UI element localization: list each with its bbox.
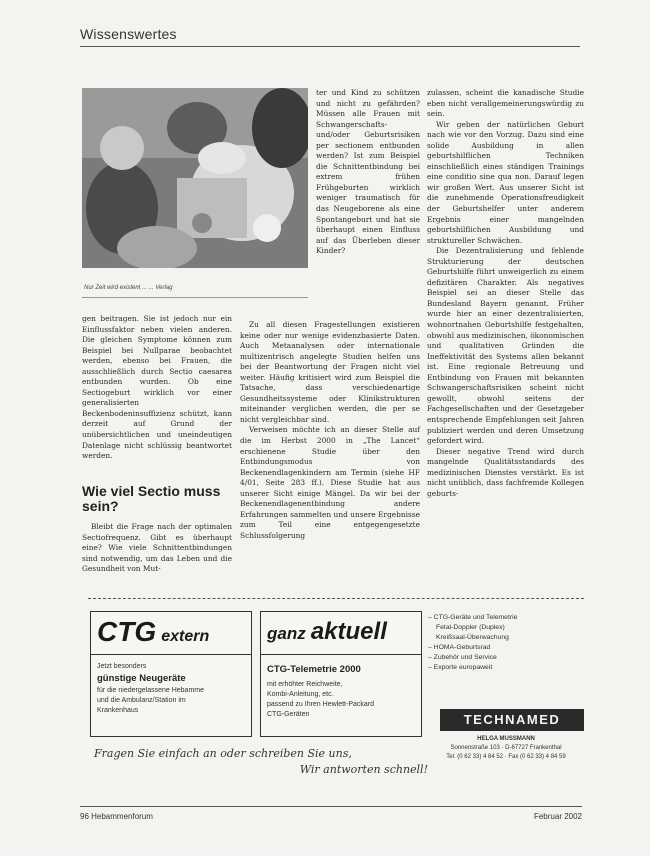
header-rule [80, 46, 580, 47]
logo-extern: extern [161, 628, 210, 645]
column-1-top [82, 314, 232, 462]
ad-line: mit erhöhter Reichweite, [267, 681, 343, 688]
contact-name: HELGA MUSSMANN [477, 736, 535, 742]
ad-list-item: – HOMA-Geburtsrad [428, 644, 491, 651]
section-title: Wissenswertes [80, 26, 177, 42]
ad-line: günstige Neugeräte [97, 673, 186, 684]
paragraph: Wir geben der natürlichen Geburt nach wie vor den Vorzug. Dazu sind eine solide Ausbildung in allen geburtshilflichen Techniken einschließlich eines ständigen Trainings eine conditio sine qua non. Darauf legen wir großen Wert. Aus unserer Sicht ist die zunehmende Operationsfreudigkeit der Geburtshelfer unter anderem Ergebnis einer mangelnden geburtshilflichen Ausbildung und struktureller Schwächen. [427, 119, 584, 245]
ad-list-item: – Exporte europaweit [428, 664, 493, 671]
paragraph: Zu all diesen Fragestellungen existieren keine oder nur wenige evidenzbasierte Daten. Auch Metaanalysen oder internationale multizentrisch angelegte Studien helfen uns bei der Beantwortung der Fragen nicht viel weiter. Häufig kritisiert wird zum Beispiel die Tatsache, dass verschiedenartige Gesundheitssysteme oder Klinikstrukturen miteinander verglichen werden, die per se nicht vergleichbar sind. [240, 320, 420, 424]
ad-list-item: Fetal-Doppler (Duplex) [436, 624, 505, 631]
contact-address: Sonnenstraße 103 · D-67727 Frankenthal [450, 745, 562, 751]
ad-line: Jetzt besonders [97, 663, 147, 670]
caption-rule [82, 297, 308, 298]
ad-mid-title: CTG-Telemetrie 2000 [267, 664, 361, 675]
ad-line: passend zu Ihren Hewlett-Packard [267, 701, 374, 708]
ad-list-item: – CTG-Geräte und Telemetrie [428, 614, 518, 621]
paragraph: ter und Kind zu schützen und nicht zu gefährden? Müssen alle Frauen mit Schwangerschafts- und/oder Geburtsrisiken per sectionem entbunden werden? Ist zum Beispiel die Schnittentbindung bei extrem frühen Frühgeburten wirklich weniger traumatisch für das Neugeborene als eine Spontangeburt und hat sie überhaupt einen Einfluss auf das Überleben dieser Kinder? [316, 88, 420, 256]
ad-line: für die niedergelassene Hebamme [97, 687, 205, 694]
ad-line: und die Ambulanz/Station im [97, 697, 186, 704]
column-3 [427, 88, 584, 499]
photo-caption: Nur Zeit wird existent ... ... Verlag [84, 285, 173, 291]
paragraph: zulassen, scheint die kanadische Studie eben nicht verallgemeinerungswürdig zu sein. [427, 88, 584, 119]
ad-box-ganz-aktuell [260, 611, 422, 737]
paragraph: gen beitragen. Sie ist jedoch nur ein Einflussfaktor neben vielen anderen. Die gleichen Symptome können zum Beispiel bei Nullparae beobachtet werden, ebenso bei Frauen, die ausschließlich durch Sectio caesarea entbunden wurden. Ob eine Sectiogeburt wirklich vor einer generalisierten Beckenbodeninsuffizienz schützt, kann derzeit auf Grund der unübersichtlichen und uneindeutigen Datenlage nicht schlüssig beantwortet werden. [82, 314, 232, 461]
paragraph: Die Dezentralisierung und fehlende Strukturierung der deutschen Geburtshilfe führt unweigerlich zu einem defizitären Charakter. Als negatives Beispiel sei an dieser Stelle das Bundesland Bayern genannt. Früher wurde hier an einer dezentralisierten, wohnortnahen Geburtshilfe festgehalten, obwohl aus medizinischen, ökonomischen und qualitativen Gründen die Ineffektivität des Systems allen bekannt ist. Eine regionale Betreuung und Entbindung von Frauen mit bekannten Schwangerschaftsrisiken scheint nicht gewollt, obwohl seitens der Fachgesellschaften und der Gesetzgeber entsprechende Empfehlungen seit Jahren publiziert werden und deren Umsetzung gefordert wird. [427, 246, 584, 446]
column-2-top [316, 88, 420, 257]
technamed-logo: TECHNAMED [440, 709, 584, 731]
footer-right: Februar 2002 [533, 812, 582, 821]
paragraph: Bleibt die Frage nach der optimalen Sectiofrequenz. Gibt es überhaupt eine? Wie viele Schnittentbindungen sind notwendig, um das Leben und die Gesundheit von Mut- [82, 522, 232, 574]
subheading: Wie viel Sectio muss sein? [82, 483, 221, 514]
article-photo [82, 88, 308, 268]
ad-line: Krankenhaus [97, 707, 139, 714]
logo-ganz: ganz [267, 624, 306, 643]
ad-mid-text [267, 680, 417, 720]
ad-box-ctg-extern [90, 611, 252, 737]
ad-list-item: Kreißsaal-Überwachung [436, 634, 509, 641]
logo-aktuell: aktuell [310, 618, 387, 645]
ad-slogan-1: Fragen Sie einfach an oder schreiben Sie uns, [94, 747, 352, 760]
ad-line: CTG-Geräten [267, 711, 310, 718]
footer-left: 96 Hebammenforum [80, 812, 153, 821]
contact-phone: Tel. (0 62 33) 4 84 52 · Fax (0 62 33) 4 84 59 [446, 754, 566, 760]
column-1-bottom [82, 522, 232, 575]
ad-divider [91, 654, 251, 655]
paragraph: Dieser negative Trend wird durch mangelnde Qualitätsstandards des medizinischen Dienstes verstärkt. Es ist nicht unüblich, dass fachfremde Kollegen geburts- [427, 446, 584, 498]
column-2-bottom [240, 320, 420, 541]
ad-list-item: – Zubehör und Service [428, 654, 497, 661]
ganz-aktuell-logo [267, 618, 387, 646]
ad-divider [261, 654, 421, 655]
ad-right-list [428, 613, 582, 673]
footer-rule [80, 806, 582, 807]
ad-line: Kombi-Anleitung, etc. [267, 691, 334, 698]
ad-contact [428, 735, 584, 762]
paragraph: Verweisen möchte ich an dieser Stelle auf die im Herbst 2000 in „The Lancet“ erschienene Studie über den Entbindungsmodus von Beckenendlagenkindern am Termin (siehe HF 4/01, Seite 283 ff.). Diese Studie hat aus unserer Sicht einige Mängel. Da wir bei der Beckenendlagenentbindung andere Erfahrungen sammelten und unsere Ergebnisse zum Teil eine entgegengesetzte Schlussfolgerung [240, 425, 420, 540]
ad-slogan-2: Wir antworten schnell! [299, 763, 428, 776]
photo-illustration [82, 88, 308, 268]
ad-left-text [97, 662, 247, 716]
ctg-extern-logo [97, 616, 209, 648]
logo-ctg: CTG [97, 616, 157, 647]
advertisement [88, 598, 584, 787]
